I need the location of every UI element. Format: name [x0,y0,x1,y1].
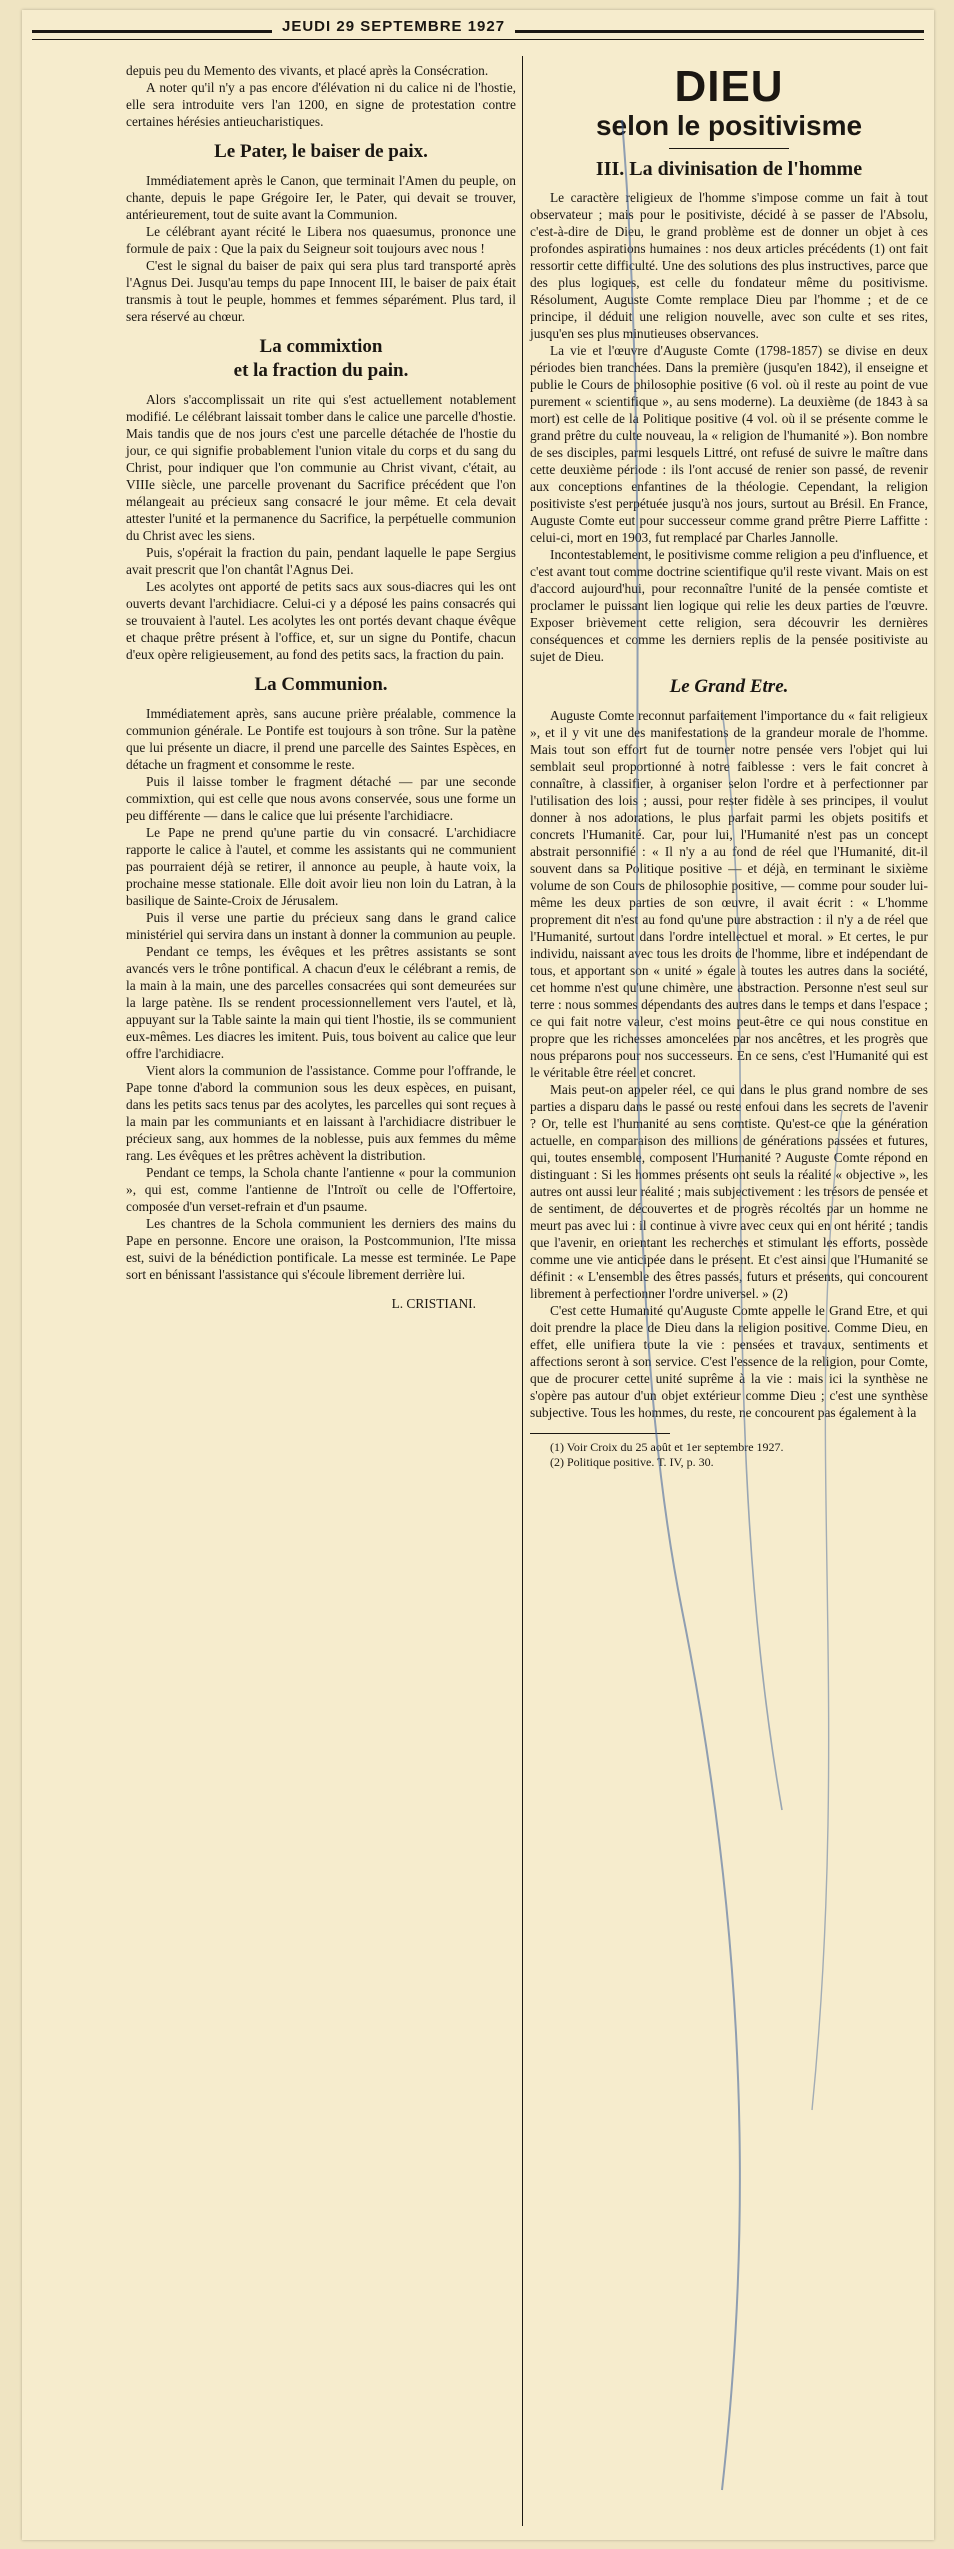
newspaper-clipping [22,10,934,2540]
paragraph: La vie et l'œuvre d'Auguste Comte (1798-1857) se divise en deux périodes bien tranchées. Dans la première (jusqu'en 1842), il enseigne et publie le Cours de philosophie positive (6 vol. où il reste au point de vue purement « scientifique », au sens moderne). La deuxième (de 1843 à sa mort) est celle de la Politique positive (4 vol. où il se présente comme le grand prêtre du culte nouveau, la « religion de l'humanité »). Bon nombre de ses disciples, parmi lesquels Littré, ont refusé de suivre le maître dans cette deuxième période : ils l'ont accusé de renier son passé, de revenir aux conceptions enfantines de la théologie. Cependant, la religion positiviste s'est perpétuée jusqu'à nos jours, surtout au Brésil. En France, Auguste Comte eut pour successeur comme grand prêtre Pierre Laffitte : celui-ci, mort en 1903, fut remplacé par Charles Jannolle. [530,343,928,545]
paragraph: Le célébrant ayant récité le Libera nos quaesumus, prononce une formule de paix : Que la paix du Seigneur soit toujours avec nous ! [126,224,516,256]
section-heading-divinisation: III. La divinisation de l'homme [595,158,863,180]
dateline: JEUDI 29 SEPTEMBRE 1927 [272,18,515,35]
article-subtitle: selon le positivisme [595,110,863,141]
section-heading-grand-etre: Le Grand Etre. [669,676,789,697]
paragraph: Alors s'accomplissait un rite qui s'est actuellement notablement modifié. Le célébrant laissait tomber dans le calice une parcelle d'hostie. Mais tandis que de nos jours c'est une parcelle détachée de l'hostie du jour, ce qui signifie probablement l'union vitale du corps et du sang du Christ, pour indiquer que l'on communie au Christ vivant, c'était, au VIIIe siècle, une parcelle provenant du Sacrifice précédent que l'on mélangeait au précieux sang consacré le jour même. Et cela devait attester l'unité et la permanence du Sacrifice, la perpétuelle communion du Christ avec les siens. [126,392,516,543]
footnote-rule [530,1433,670,1434]
liturgy-column [126,62,516,1312]
paragraph: Mais peut-on appeler réel, ce qui dans le plus grand nombre de ses parties a disparu dans le passé ou reste enfoui dans les secrets de l'avenir ? Or, telle est l'humanité au sens comtiste. Qu'est-ce que la génération actuelle, en comparaison des millions de générations passées et futures, qui, toutes ensemble, composent l'Humanité ? Auguste Comte répond en distinguant : Si les hommes présents ont seuls la réalité « objective », les autres ont aussi leur réalité ; mais subjectivement : les trésors de pensée et de sentiment, de découvertes et de progrès récoltés par un homme ne meurt pas avec lui : il continue à vivre avec ceux qui en ont hérité ; tandis que l'avenir, en orientant les recherches et stimulant les efforts, possède comme une vie anticipée dans le présent. Et c'est ainsi que l'Humanité se définit : « L'ensemble des êtres passés, futurs et présents, qui concourent librement à perfectionner l'ordre universel. » (2) [530,1082,928,1301]
section-heading-pater: Le Pater, le baiser de paix. [214,141,428,162]
paragraph: Pendant ce temps, la Schola chante l'antienne « pour la communion », qui est, comme l'antienne de l'Introït ou celle de l'Offertoire, composée d'un verset-refrain et d'un psaume. [126,1165,516,1214]
paragraph: Pendant ce temps, les évêques et les prêtres assistants se sont avancés vers le trône pontifical. A chacun d'eux le célébrant a remis, de la main à la main, une des parcelles consacrées qui sont demeurées sur la large patène. Ils se rendent processionnellement vers l'autel, et là, appuyant sur la Table sainte la main qui tient l'hostie, ils se communient eux-mêmes. Les diacres les imitent. Puis, tous boivent au calice que leur offre l'archidiacre. [126,944,516,1061]
positivism-article [530,62,928,1470]
footnote: (2) Politique positive. T. IV, p. 30. [550,1455,714,1469]
paragraph: Les chantres de la Schola communient les derniers des mains du Pape en personne. Encore une oraison, la Postcommunion, l'Ite missa est, suivi de la bénédiction pontificale. La messe est terminée. Le Pape sort en bénissant l'assistance qui s'écoule librement derrière lui. [126,1216,516,1282]
footnotes [530,1440,928,1470]
section-heading-commixtion: La commixtion [259,336,383,357]
paragraph: Incontestablement, le positivisme comme religion a peu d'influence, et c'est avant tout comme doctrine scientifique qu'il reste vivant. Mais on est d'accord aujourd'hui, pour reconnaître l'unité de la pensée comtiste et proclamer le puissant lien logique qui relie les deux parties de l'œuvre. Exposer brièvement cette religion, sera découvrir les dernières conséquences et comme les derniers replis de la pensée positiviste au sujet de Dieu. [530,547,928,664]
paragraph: Le Pape ne prend qu'une partie du vin consacré. L'archidiacre rapporte le calice à l'autel, et comme les assistants qui ne communient pas pourraient déjà se retirer, il annonce au peuple, à haute voix, la prochaine messe stationale. Elle doit avoir lieu non loin du Latran, à la basilique de Sainte-Croix de Jérusalem. [126,825,516,908]
page-header [32,14,924,54]
paragraph: C'est le signal du baiser de paix qui sera plus tard transporté après l'Agnus Dei. Jusqu'au temps du pape Innocent III, le baiser de paix était transmis à tout le peuple, hommes et femmes séparément. Plus tard, il sera réservé au chœur. [126,258,516,324]
paragraph: depuis peu du Memento des vivants, et placé après la Consécration. [126,63,489,78]
column-divider [522,56,523,2526]
paragraph: Puis il verse une partie du précieux sang dans le grand calice ministériel qui servira dans un instant à donner la communion au peuple. [126,910,516,942]
footnote: (1) Voir Croix du 25 août et 1er septembre 1927. [550,1440,784,1454]
author-signature: L. CRISTIANI. [391,1296,476,1311]
paragraph: Immédiatement après, sans aucune prière préalable, commence la communion générale. Le Pontife est toujours à son trône. Sur la patène que lui présente un diacre, il prend une parcelle des Saintes Espèces, en détache un fragment et consomme le reste. [126,706,516,772]
section-heading-communion: La Communion. [254,674,388,695]
paragraph: Puis, s'opérait la fraction du pain, pendant laquelle le pape Sergius avait prescrit que l'on chantât l'Agnus Dei. [126,545,516,577]
section-heading-commixtion-2: et la fraction du pain. [233,360,409,381]
paragraph: Le caractère religieux de l'homme s'impose comme un fait à tout observateur ; mais pour le positiviste, décidé à se passer de l'Absolu, c'est-à-dire de Dieu, le grand problème est de donner un objet à ces profondes aspirations humaines : nos deux articles précédents (1) ont fait ressortir cette difficulté. Une des solutions des plus instructives, parce que des plus logiques, est celle du fondateur même du positivisme. Résolument, Auguste Comte remplace Dieu par l'homme ; et de ce principe, il déduit une religion nouvelle, avec son culte et ses rites, jusqu'en ses plus minutieuses observances. [530,190,928,341]
paragraph: C'est cette Humanité qu'Auguste Comte appelle le Grand Etre, et qui doit prendre la place de Dieu dans la religion positive. Comme Dieu, en effet, elle unifiera toute la vie : pensées et travaux, sentiments et affections seront à son service. C'est l'essence de la religion, pour Comte, que de procurer cette unité suprême à la vie : mais ici la synthèse ne s'opère pas autour d'un objet extérieur comme Dieu ; c'est une synthèse subjective. Tous les hommes, du reste, ne concourent pas également à la [530,1303,928,1420]
paragraph: Vient alors la communion de l'assistance. Comme pour l'offrande, le Pape tonne d'abord la communion sous les deux espèces, en puisant, dans les petits sacs tenus par des acolytes, les parcelles qui sont reçues à la main par les communiants et en laissant à l'archidiacre distribuer le précieux sang, aux hommes de la noblesse, puis aux femmes du même rang. Les évêques et les prêtres achèvent la distribution. [126,1063,516,1163]
paragraph: Immédiatement après le Canon, que terminait l'Amen du peuple, on chante, depuis le pape Grégoire Ier, le Pater, qui devait se trouver, antérieurement, tout de suite avant la Communion. [126,173,516,222]
paragraph: Puis il laisse tomber le fragment détaché — par une seconde commixtion, qui est celle que nous avons conservée, sous une forme un peu différente — dans le calice que lui présente l'archidiacre. [126,774,516,823]
paragraph: Les acolytes ont apporté de petits sacs aux sous-diacres qui les ont ouverts devant l'archidiacre. Celui-ci y a déposé les pains consacrés qui se trouvaient à l'autel. Les acolytes les ont portés devant chaque évêque et chaque prêtre présent à l'office, et, sur un signe du Pontife, chacun d'eux opère religieusement, au fond des petits sacs, la fraction du pain. [126,579,516,662]
title-rule [669,148,789,149]
article-title: DIEU [674,62,784,111]
paragraph: Auguste Comte reconnut parfaitement l'importance du « fait religieux », et il y vit une des manifestations de la grandeur morale de l'homme. Mais tout son effort fut de tourner notre pensée vers l'objet qui lui semblait seul proportionné à notre faiblesse : vers le fait concret à connaître, à classifier, à organiser selon l'ordre et à perfectionner par l'utilisation des lois ; aussi, pour rester fidèle à ses principes, il voulut donner à nos adorations, le plus parfait parmi les objets positifs et concrets l'Humanité. Car, pour lui, l'Humanité n'est pas un concept abstrait personnifié : « Il n'y a au fond de réel que l'Humanité, dit-il souvent dans sa Politique positive — et déjà, en terminant le sixième volume de son Cours de philosophie positive, — comme pour souder lui-même les deux parties de son œuvre, il avait écrit : « L'homme proprement dit n'est au fond qu'une pure abstraction : il n'y a de réel que l'Humanité, surtout dans l'ordre intellectuel et moral. » Et certes, le pur individu, naissant avec tous les droits de l'homme, libre et indépendant de tous, et apportant son « unité » égale à toutes les autres dans la société, cet homme n'est qu'une chimère, une abstraction. Personne n'est seul sur terre : nous sommes dépendants des autres dans le temps et dans l'espace ; ce qui fait notre valeur, c'est moins peut-être ce qui nous constitue en propre que les richesses amoncelées par nos ancêtres, et les progrès que nous préparons pour nos successeurs. En ce sens, c'est l'Humanité qui est le véritable être réel et concret. [530,708,928,1080]
paragraph: A noter qu'il n'y a pas encore d'élévation ni du calice ni de l'hostie, elle sera introduite vers l'an 1200, en signe de protestation contre certaines hérésies antieucharistiques. [126,80,516,129]
header-rule-thin [32,39,924,40]
